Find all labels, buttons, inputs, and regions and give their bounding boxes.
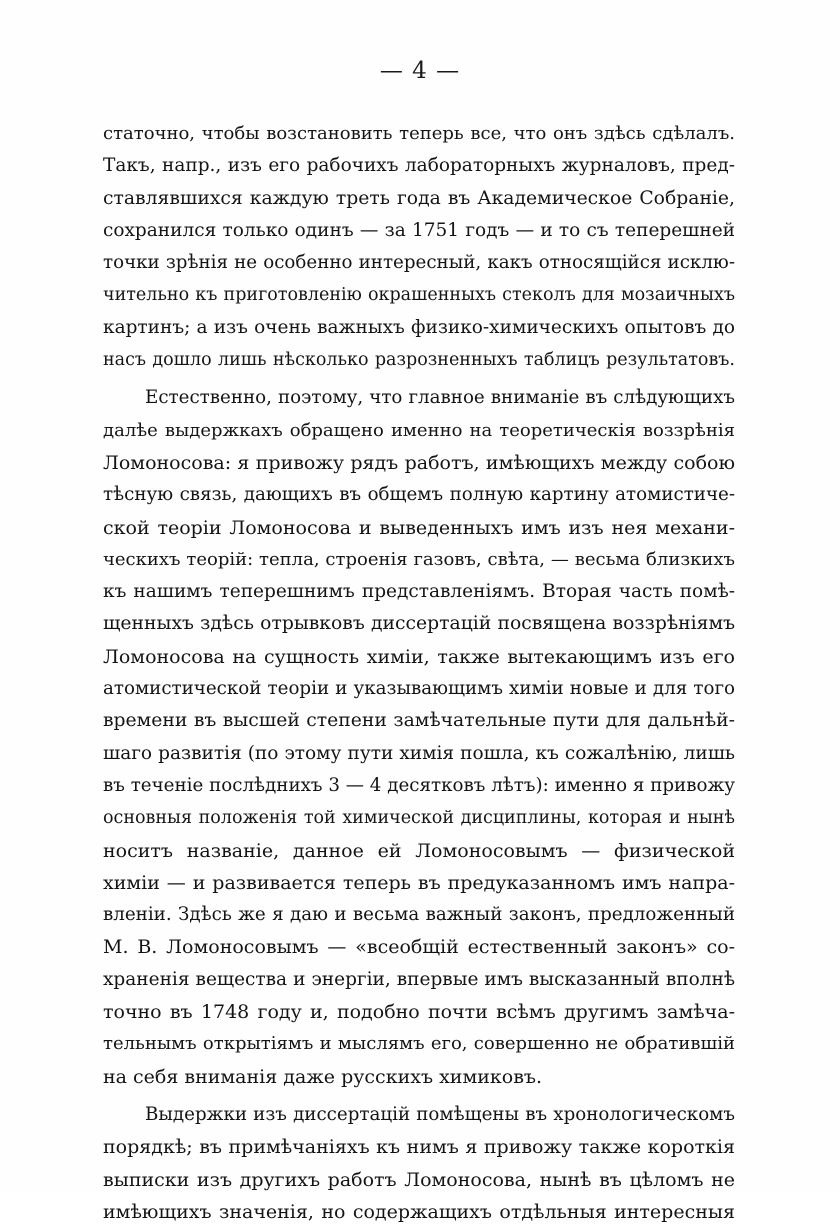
page-number: — 4 — (379, 58, 461, 84)
text-line: въ теченiе послѣднихъ 3 — 4 десятковъ лѣтъ): именно я привожу (103, 774, 735, 796)
text-line: чительно къ приготовленiю окрашенныхъ стеколъ для мозаичныхъ (103, 285, 735, 306)
text-line: храненiя вещества и энергiи, впервые имъ высказанный вполнѣ (103, 968, 735, 990)
text-line: ской теорiи Ломоносова и выведенныхъ имъ изъ нея механи- (103, 516, 735, 539)
text-line: Такъ, напр., изъ его рабочихъ лабораторныхъ журналовъ, пред- (103, 155, 735, 177)
text-line: химiи — и развивается теперь въ предуказанномъ имъ напра- (103, 871, 735, 894)
text-line: вленiи. Здѣсь же я даю и весьма важный законъ, предложенный (103, 904, 735, 926)
text-line: времени въ высшей степени замѣчательные пути для дальнѣй- (103, 710, 735, 732)
text-line: Ломоносова: я привожу рядъ работъ, имѣющихъ между собою (103, 451, 735, 474)
text-line: сохранился только одинъ — за 1751 годъ — и то съ теперешней (103, 219, 735, 241)
text-line: насъ дошло лишь нѣсколько разрозненныхъ таблицъ результатовъ. (103, 350, 735, 371)
text-line: щенныхъ здѣсь отрывковъ диссертацiй посвящена воззрѣнiямъ (103, 613, 735, 635)
text-line: имѣющихъ значенiя, но содержащихъ отдѣльныя интересныя (103, 1200, 735, 1223)
text-line: М. В. Ломоносовымъ — «всеобщiй естественный законъ» со- (103, 936, 735, 959)
text-line: на себя вниманiя даже русскихъ химиковъ. (103, 1065, 543, 1088)
text-line: Ломоносова на сущность химiи, также вытекающимъ изъ его (103, 645, 735, 668)
text-line: выписки изъ другихъ работъ Ломоносова, нынѣ въ цѣломъ не (103, 1168, 735, 1191)
text-line: основныя положенiя той химической дисциплины, которая и нынѣ (103, 808, 735, 829)
paragraph-2 (103, 382, 735, 1093)
text-line: статочно, чтобы возстановить теперь все, что онъ здѣсь сдѣлалъ. (103, 123, 735, 144)
text-line: атомистической теорiи и указывающимъ химiи новые и для того (103, 678, 735, 700)
paragraph-1 (103, 118, 735, 376)
text-line: далѣе выдержкахъ обращено именно на теоретическiя воззрѣнiя (103, 419, 735, 441)
body-text (103, 118, 735, 1228)
text-line: точно въ 1748 году и, подобно почти всѣмъ другимъ замѣча- (103, 1001, 735, 1024)
text-line: тельнымъ открытiямъ и мыслямъ его, совершенно не обратившiй (103, 1033, 735, 1055)
text-line: шаго развитiя (по этому пути химiя пошла, къ сожалѣнiю, лишь (103, 742, 735, 764)
text-line: Естественно, поэтому, что главное вниманiе въ слѣдующихъ (145, 387, 735, 409)
text-line: къ нашимъ теперешнимъ представленiямъ. Вторая часть помѣ- (103, 581, 735, 603)
text-line: носитъ названiе, данное ей Ломоносовымъ — физической (103, 839, 735, 862)
text-line: ческихъ теорiй: тепла, строенiя газовъ, свѣта, — весьма близкихъ (103, 548, 735, 570)
text-line: Выдержки изъ диссертацiй помѣщены въ хронологическомъ (145, 1103, 735, 1125)
text-line: картинъ; а изъ очень важныхъ физико-химическихъ опытовъ до (103, 316, 735, 338)
text-line: тѣсную связь, дающихъ въ общемъ полную картину атомистиче- (103, 484, 735, 506)
text-line: порядкѣ; въ примѣчанiяхъ къ нимъ я привожу также короткiя (103, 1136, 735, 1159)
paragraph-3 (103, 1099, 735, 1228)
text-line: ставлявшихся каждую треть года въ Академическое Собранiе, (103, 187, 735, 209)
text-line: точки зрѣнiя не особенно интересный, какъ относящiйся исклю- (103, 252, 735, 274)
